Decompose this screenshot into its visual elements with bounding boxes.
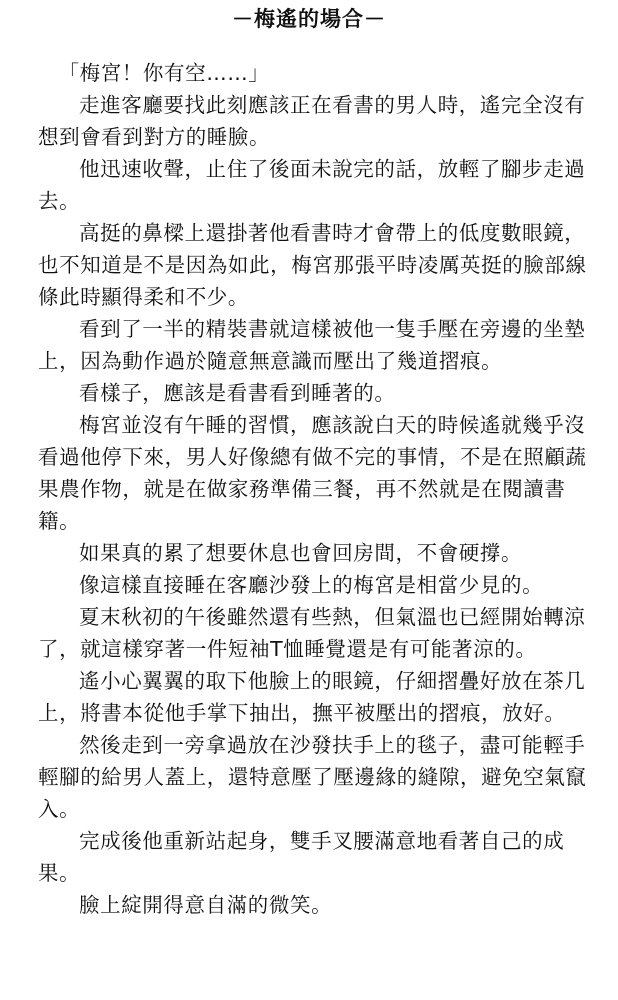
chapter-title: －梅遙的場合－: [232, 7, 386, 31]
paragraph: 梅宮並沒有午睡的習慣，應該說白天的時候遙就幾乎沒看過他停下來，男人好像總有做不完的事情，不是在照顧蔬果農作物，就是在做家務準備三餐，再不然就是在閱讀書籍。: [38, 413, 587, 533]
paragraph: 完成後他重新站起身，雙手叉腰滿意地看著自己的成果。: [38, 829, 565, 885]
paragraph: 夏末秋初的午後雖然還有些熱，但氣溫也已經開始轉涼了，就這樣穿著一件短袖T恤睡覺還是有可能著涼的。: [38, 605, 586, 661]
paragraph: 臉上綻開得意自滿的微笑。: [79, 893, 333, 917]
paragraph: 走進客廳要找此刻應該正在看書的男人時，遙完全沒有想到會看到對方的睡臉。: [38, 93, 586, 149]
paragraph: 看到了一半的精裝書就這樣被他一隻手壓在旁邊的坐墊上，因為動作過於隨意無意識而壓出了幾道摺痕。: [38, 317, 586, 373]
paragraph: 如果真的累了想要休息也會回房間，不會硬撐。: [79, 541, 523, 565]
paragraph: 高挺的鼻樑上還掛著他看書時才會帶上的低度數眼鏡，也不知道是不是因為如此，梅宮那張平時凌厲英挺的臉部線條此時顯得柔和不少。: [38, 221, 587, 309]
paragraph: 遙小心翼翼的取下他臉上的眼鏡，仔細摺疊好放在茶几上，將書本從他手掌下抽出，撫平被壓出的摺痕，放好。: [38, 669, 586, 725]
paragraph: 「梅宮！你有空……」: [58, 61, 270, 85]
paragraph: 他迅速收聲，止住了後面未說完的話，放輕了腳步走過去。: [38, 157, 586, 213]
paragraph: 然後走到一旁拿過放在沙發扶手上的毯子，盡可能輕手輕腳的給男人蓋上，還特意壓了壓邊緣的縫隙，避免空氣竄入。: [38, 733, 587, 821]
story-text: [38, 57, 598, 921]
paragraph: 看樣子，應該是看書看到睡著的。: [79, 381, 396, 405]
paragraph: 像這樣直接睡在客廳沙發上的梅宮是相當少見的。: [79, 573, 544, 597]
